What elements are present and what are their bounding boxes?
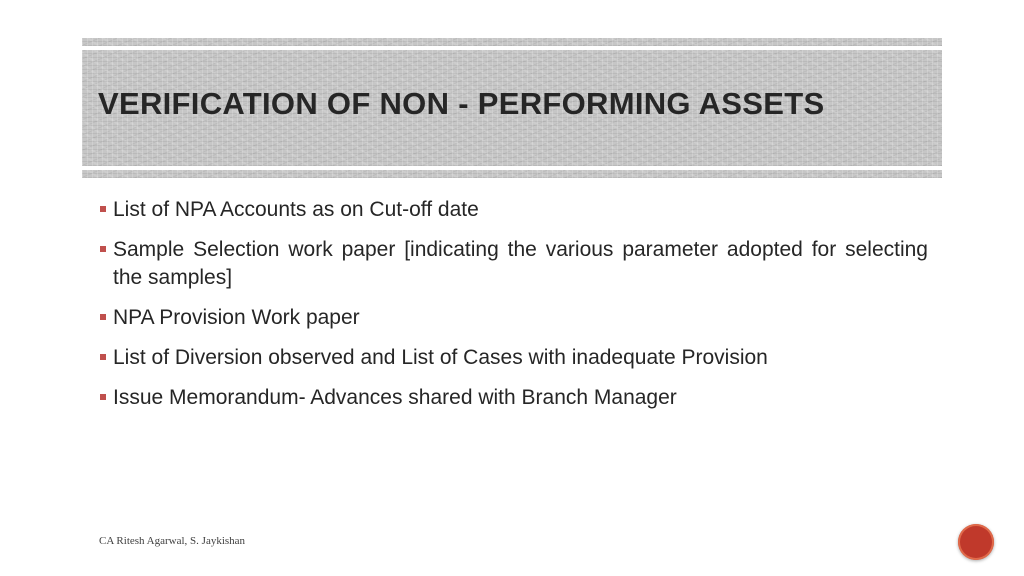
bullet-text: Sample Selection work paper [indicating the various parameter adopted for selecting the samples]: [113, 238, 928, 289]
title-band-bottom-strip: [82, 170, 942, 178]
bullet-text: List of Diversion observed and List of Cases with inadequate Provision: [113, 346, 768, 369]
bullet-item: [98, 344, 928, 372]
square-bullet-icon: [100, 354, 106, 360]
bullet-text: NPA Provision Work paper: [113, 306, 360, 329]
bullet-item: [98, 236, 928, 292]
square-bullet-icon: [100, 394, 106, 400]
square-bullet-icon: [100, 246, 106, 252]
bullet-item: [98, 196, 928, 224]
square-bullet-icon: [100, 206, 106, 212]
bullet-text: Issue Memorandum- Advances shared with Branch Manager: [113, 386, 677, 409]
slide-title: VERIFICATION OF NON - PERFORMING ASSETS: [98, 86, 825, 121]
page-number-badge: [958, 524, 994, 560]
bullet-list: [98, 196, 928, 424]
bullet-text: List of NPA Accounts as on Cut-off date: [113, 198, 479, 221]
square-bullet-icon: [100, 314, 106, 320]
footer-author: CA Ritesh Agarwal, S. Jaykishan: [99, 535, 246, 547]
title-band-top-strip: [82, 38, 942, 46]
bullet-item: [98, 304, 928, 332]
bullet-item: [98, 384, 928, 412]
